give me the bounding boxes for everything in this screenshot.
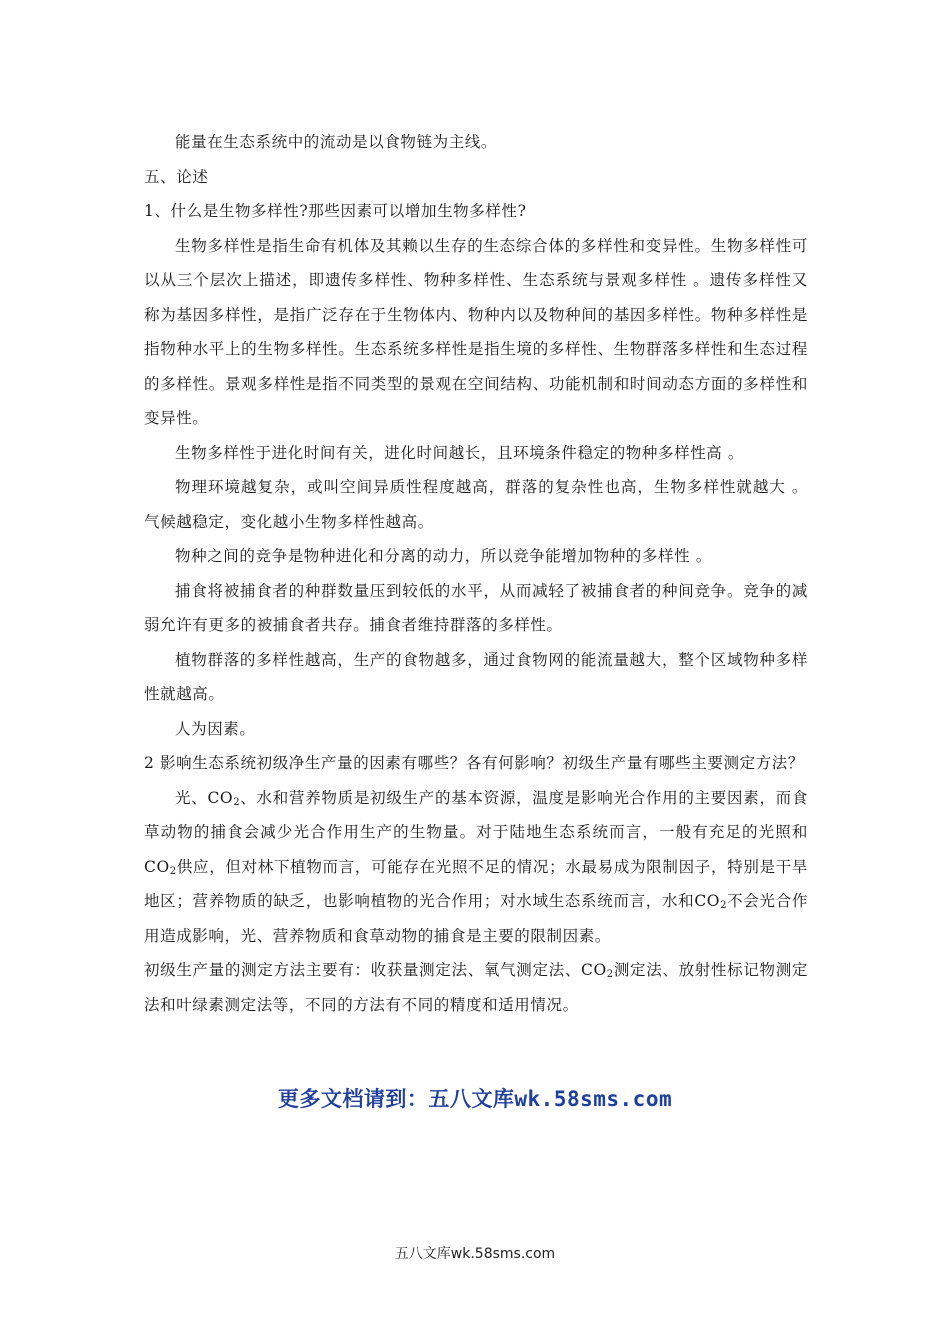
subscript-2: 2 xyxy=(169,865,177,877)
text-segment: 供应，但对林下植物而言，可能存在光照不足的情况；水最易成为限制因子，特别是干旱地区；营养物质的缺乏，也影响植物的光合作用；对水域生态系统而言，水和CO xyxy=(144,857,808,910)
text-segment: 、水和营养物质是初级生产的基本资源，温度是影响光合作用的主要因素，而食草动物的捕食会减少光合作用生产的生物量。对于陆地生态系统而言，一般有充足的光照和CO xyxy=(144,788,808,876)
section-heading-discussion: 五、论述 xyxy=(144,167,209,186)
paragraph-physical-environment: 物理环境越复杂，或叫空间异质性程度越高，群落的复杂性也高，生物多样性就越大 。气候越稳定，变化越小生物多样性越高。 xyxy=(144,478,808,531)
text-segment: 不会光合作用造成影响，光、营养物质和食草动物的捕食是主要的限制因素。 xyxy=(144,892,808,945)
document-body xyxy=(144,125,808,1022)
paragraph-biodiversity-definition: 生物多样性是指生命有机体及其赖以生存的生态综合体的多样性和变异性。生物多样性可以从三个层次上描述，即遗传多样性、物种多样性、生态系统与景观多样性 。遗传多样性又称为基因多样性，是指广泛存在于生物体内、物种内以及物种间的基因多样性。物种多样性是指物种水平上的生物多样性。生态系统多样性是指生境的多样性、生物群落多样性和生态过程的多样性。景观多样性是指不同类型的景观在空间结构、功能机制和时间动态方面的多样性和变异性。 xyxy=(144,236,808,427)
paragraph-plant-community: 植物群落的多样性越高，生产的食物越多，通过食物网的能流量越大，整个区域物种多样性就越高。 xyxy=(144,650,808,703)
subscript-2: 2 xyxy=(720,900,728,911)
text-segment: 光、CO xyxy=(175,788,234,807)
page-footer: 五八文库wk.58sms.com xyxy=(394,1246,556,1262)
paragraph-evolution-time: 生物多样性于进化时间有关，进化时间越长，且环境条件稳定的物种多样性高 。 xyxy=(175,443,745,462)
paragraph-primary-production-factors xyxy=(144,781,808,954)
paragraph-human-factors: 人为因素。 xyxy=(175,719,256,738)
paragraph-measurement-methods xyxy=(144,953,808,1022)
paragraph-competition: 物种之间的竞争是物种进化和分离的动力，所以竞争能增加物种的多样性 。 xyxy=(175,547,712,565)
paragraph-predation: 捕食将被捕食者的种群数量压到较低的水平，从而减轻了被捕食者的种间竞争。竞争的减弱允许有更多的被捕食者共存。捕食者维持群落的多样性。 xyxy=(144,581,808,634)
promo-link-text: 更多文档请到：五八文库wk.58sms.com xyxy=(277,1087,673,1111)
subscript-2: 2 xyxy=(233,796,241,808)
question-2: 2 影响生态系统初级净生产量的因素有哪些？各有何影响？初级生产量有哪些主要测定方法？ xyxy=(144,754,804,772)
paragraph-energy-flow: 能量在生态系统中的流动是以食物链为主线。 xyxy=(175,133,498,151)
text-segment: 测定法、放射性标记物测定法和叶绿素测定法等，不同的方法有不同的精度和适用情况。 xyxy=(144,961,809,1014)
subscript-2: 2 xyxy=(606,969,614,980)
question-1: 1、什么是生物多样性?那些因素可以增加生物多样性? xyxy=(144,202,527,220)
text-segment: 初级生产量的测定方法主要有：收获量测定法、氧气测定法、CO xyxy=(144,961,607,979)
